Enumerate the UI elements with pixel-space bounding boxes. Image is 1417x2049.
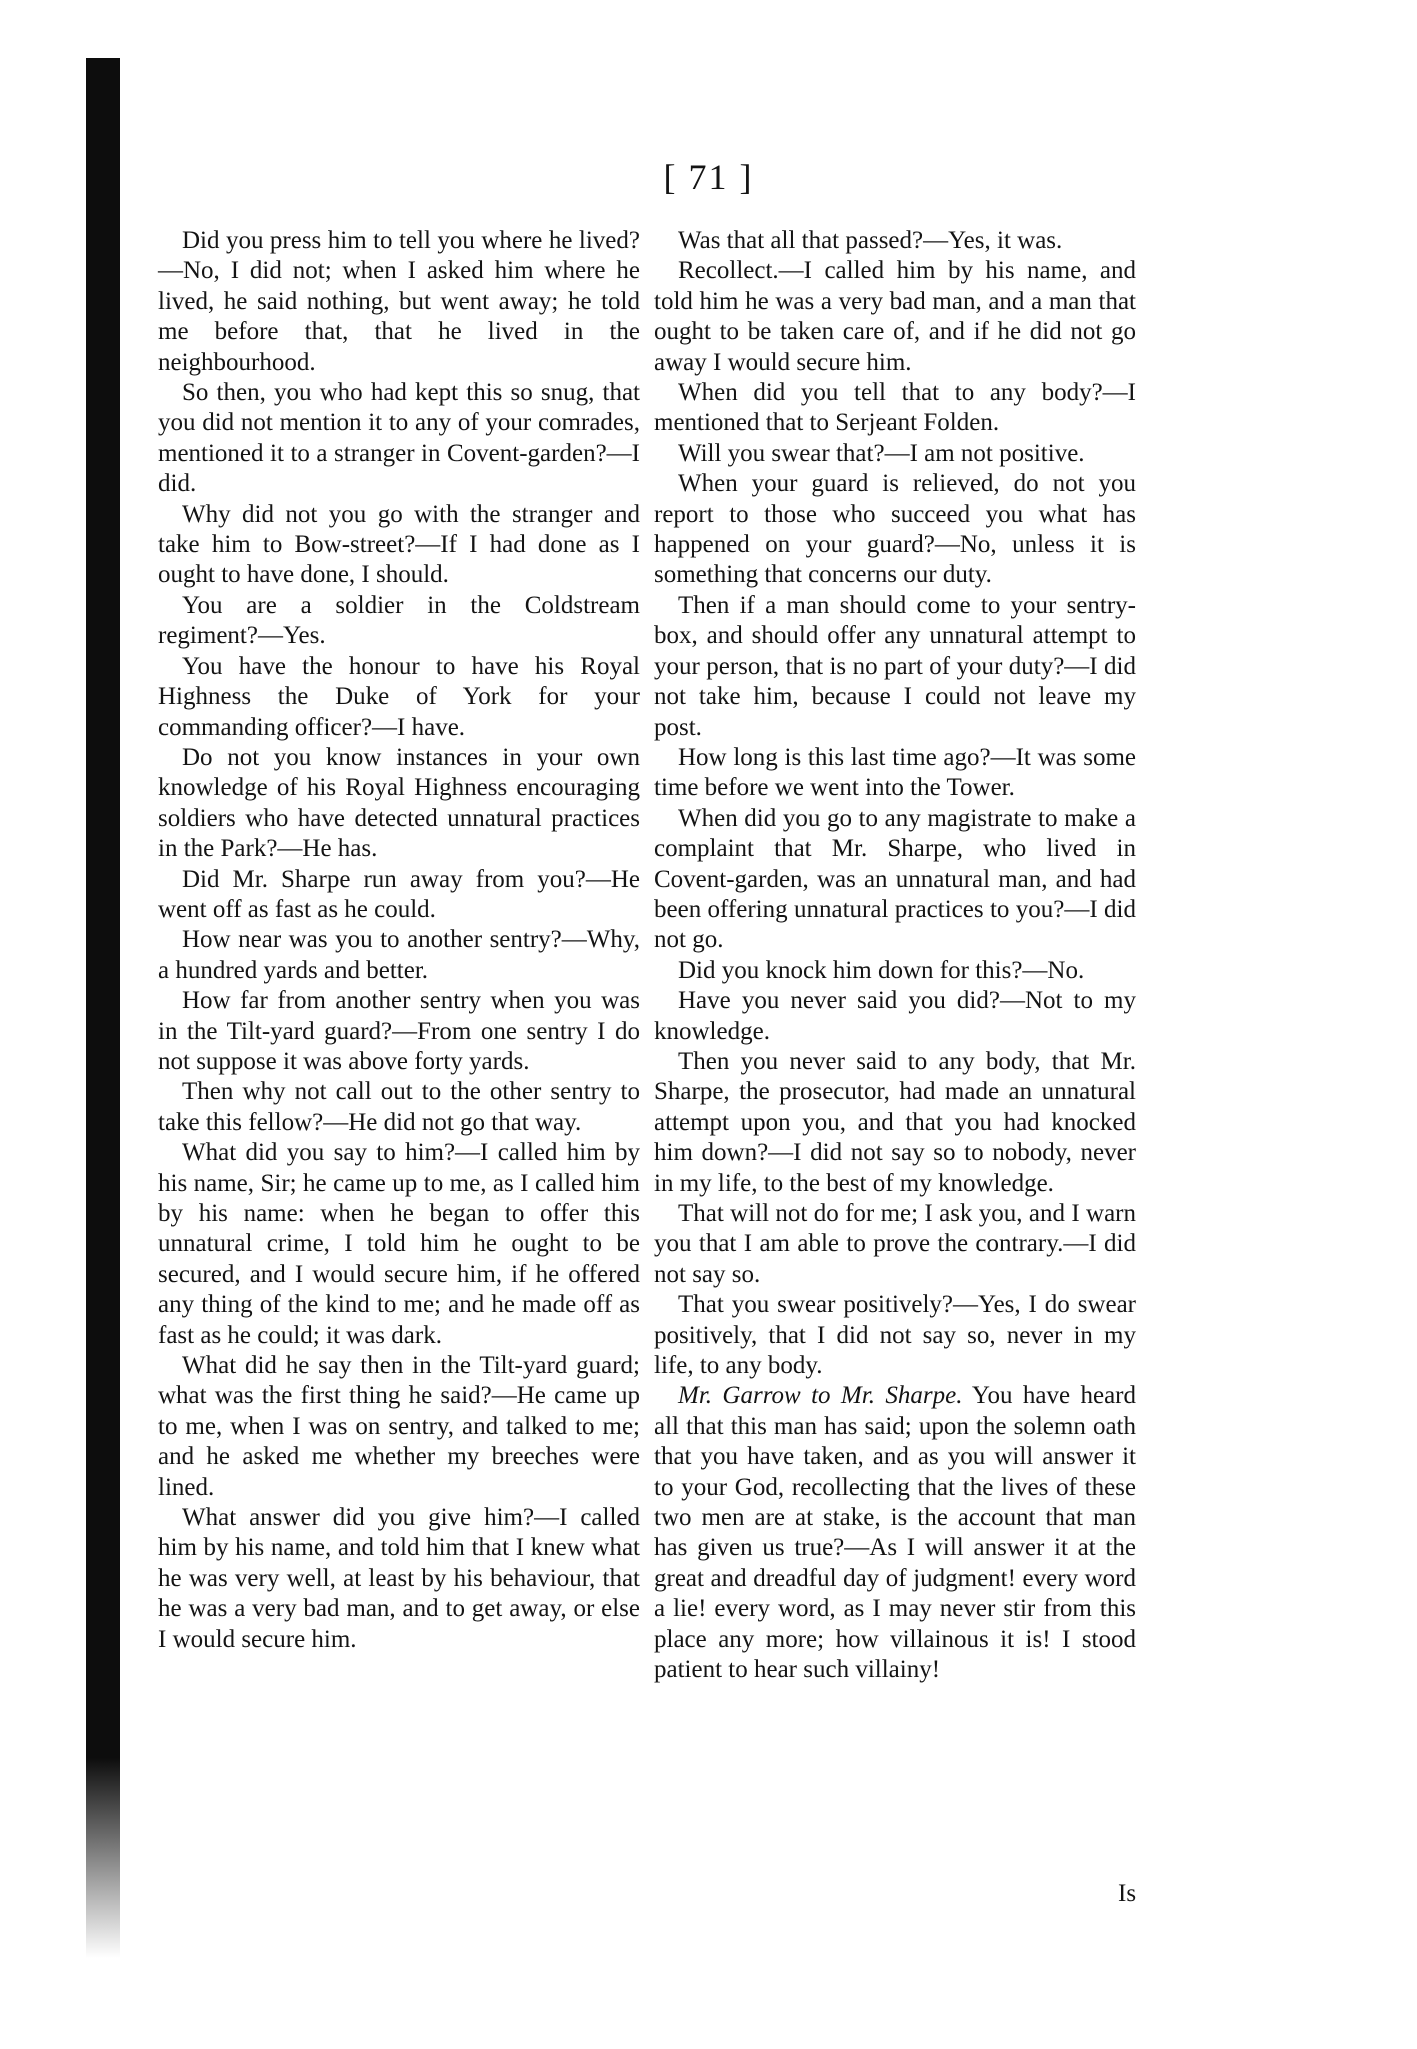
paragraph: Have you never said you did?—Not to my knowledge.: [654, 987, 1136, 1045]
paragraph: How far from another sentry when you was in the Tilt-yard guard?—From one sentry I do not suppose it was above forty yards.: [158, 987, 640, 1075]
paragraph: How long is this last time ago?—It was some time before we went into the Tower.: [654, 743, 1136, 802]
paragraph: When your guard is relieved, do not you report to those who succeed you what has happened on your guard?—No, unless it is something that concerns our duty.: [654, 470, 1136, 589]
paragraph: Then why not call out to the other sentry to take this fellow?—He did not go that way.: [158, 1078, 640, 1136]
paragraph: When did you tell that to any body?—I mentioned that to Serjeant Folden.: [654, 379, 1136, 437]
paragraph: So then, you who had kept this so snug, that you did not mention it to any of your comrades, mentioned it to a stranger in Covent-garden?—I did.: [158, 379, 640, 498]
page-number: [ 71 ]: [663, 157, 754, 197]
speaker-label: Mr. Garrow to Mr. Sharpe.: [678, 1382, 963, 1410]
paragraph: Recollect.—I called him by his name, and told him he was a very bad man, and a man that ought to be taken care of, and if he did not go away I would secure him.: [654, 257, 1136, 376]
page-binding-shadow-fade: [86, 1758, 120, 1958]
paragraph: Did you press him to tell you where he lived?—No, I did not; when I asked him where he lived, he said nothing, but went away; he told me before that, that he lived in the neighbourhood.: [158, 227, 640, 376]
page-binding-shadow: [86, 58, 120, 1758]
paragraph: Will you swear that?—I am not positive.: [678, 439, 1085, 467]
speaker-paragraph: [654, 1381, 1136, 1685]
paragraph: Do not you know instances in your own knowledge of his Royal Highness encouraging soldiers who have detected unnatural practices in the Park?—He has.: [158, 743, 640, 863]
right-column: [654, 226, 1136, 1686]
speaker-text: You have heard all that this man has said; upon the solemn oath that you have taken, and as you will answer it to your God, recollecting that the lives of these two men are at stake, is the account that man has given us true?—As I will answer it at the great and dreadful day of judgment! every word a lie! every word, as I may never stir from this place any more; how villainous it is! I stood patient to hear such villainy!: [654, 1382, 1136, 1684]
paragraph: How near was you to another sentry?—Why, a hundred yards and better.: [158, 926, 640, 984]
paragraph: That you swear positively?—Yes, I do swear positively, that I did not say so, never in my life, to any body.: [654, 1291, 1136, 1380]
paragraph: You are a soldier in the Coldstream regiment?—Yes.: [158, 591, 640, 650]
paragraph: Did Mr. Sharpe run away from you?—He went off as fast as he could.: [158, 865, 640, 923]
left-column: [158, 226, 640, 1655]
paragraph: What answer did you give him?—I called him by his name, and told him that I knew what he was very well, at least by his behaviour, that he was a very bad man, and to get away, or else I would secure him.: [158, 1504, 640, 1653]
paragraph: Why did not you go with the stranger and take him to Bow-street?—If I had done as I ought to have done, I should.: [158, 500, 640, 589]
paragraph: You have the honour to have his Royal Highness the Duke of York for your commanding officer?—I have.: [158, 652, 640, 741]
paragraph: When did you go to any magistrate to make a complaint that Mr. Sharpe, who lived in Covent-garden, was an unnatural man, and had been offering unnatural practices to you?—I did not go.: [654, 804, 1136, 954]
paragraph: Did you knock him down for this?—No.: [678, 956, 1085, 984]
paragraph: What did he say then in the Tilt-yard guard; what was the first thing he said?—He came up to me, when I was on sentry, and talked to me; and he asked me whether my breeches were lined.: [158, 1352, 640, 1501]
paragraph: That will not do for me; I ask you, and I warn you that I am able to prove the contrary.—I did not say so.: [654, 1200, 1136, 1288]
catchword: Is: [1118, 1880, 1137, 1907]
paragraph: Then you never said to any body, that Mr. Sharpe, the prosecutor, had made an unnatural attempt upon you, and that you had knocked him down?—I did not say so to nobody, never in my life, to the best of my knowledge.: [654, 1047, 1136, 1197]
paragraph: Then if a man should come to your sentry-box, and should offer any unnatural attempt to your person, that is no part of your duty?—I did not take him, because I could not leave my post.: [654, 591, 1136, 741]
paragraph: Was that all that passed?—Yes, it was.: [678, 227, 1063, 254]
paragraph: What did you say to him?—I called him by his name, Sir; he came up to me, as I called him by his name: when he began to offer this unnatural crime, I told him he ought to be secured, and I would secure him, if he offered any thing of the kind to me; and he made off as fast as he could; it was dark.: [158, 1139, 640, 1349]
